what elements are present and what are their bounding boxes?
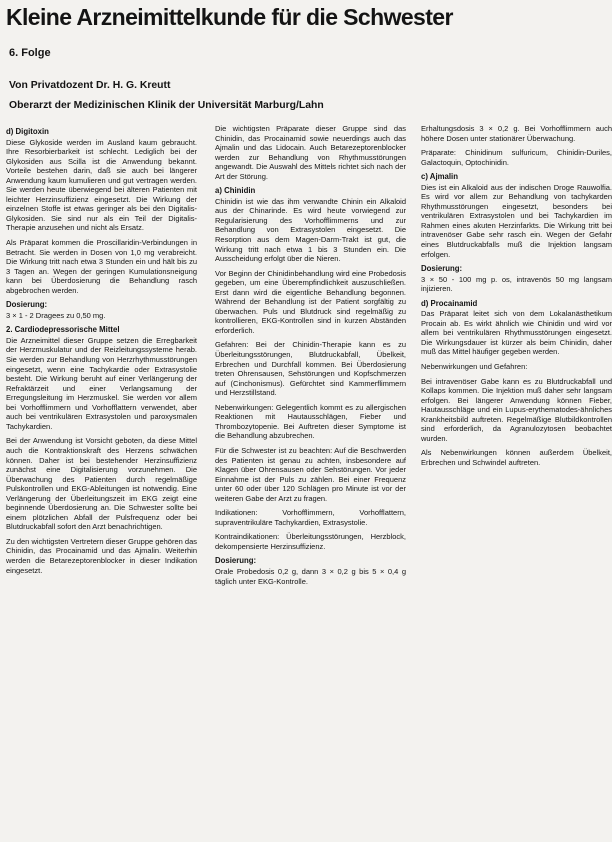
paragraph: Präparate: Chinidinum sulfuricum, Chinidin-Duriles, Galactoquin, Optochinidin. [421, 148, 612, 167]
paragraph: Zu den wichtigsten Vertretern dieser Gruppe gehören das Chinidin, das Procainamid und das Ajmalin. Weiterhin werden die Betarezeptorenblocker in dieser Indikation eingesetzt. [6, 536, 197, 575]
paragraph: Chinidin ist wie das ihm verwandte Chinin ein Alkaloid aus der Chinarinde. Es wird heute vorwiegend zur Regularisierung des Vorhofflimmerns und zur Behandlung von Extrasystolen eingesetzt. Die Resorption aus dem Magen-Darm-Trakt ist gut, die Wirkung tritt nach etwa 1 bis 3 Stunden ein. Die Ausscheidung erfolgt über die Nieren. [215, 196, 406, 264]
text-column-3 [421, 124, 612, 473]
section-heading: d) Procainamid [421, 298, 478, 308]
author-affiliation: Oberarzt der Medizinischen Klinik der Universität Marburg/Lahn [9, 100, 324, 111]
section-heading: c) Ajmalin [421, 172, 458, 182]
paragraph: Gefahren: Bei der Chinidin-Therapie kann es zu Überleitungsstörungen, Blutdruckabfall, Übelkeit, Erbrechen und Durchfall kommen. Bei Überdosierung treten Ohrensausen, Sehstörungen und Kopfschmerzen auf (Cinchonismus). Gefürchtet sind Kammerflimmern und Herzstillstand. [215, 340, 406, 398]
paragraph: Vor Beginn der Chinidinbehandlung wird eine Probedosis gegeben, um eine Überempfindlichkeit auszuschließen. Erst dann wird die eigentliche Behandlung begonnen. Während der Behandlung ist der Patient sorgfältig zu überwachen. Puls und Blutdruck sind regelmäßig zu kontrollieren, EKG-Kontrollen sind in kurzen Abständen erforderlich. [215, 268, 406, 335]
paragraph: Orale Probedosis 0,2 g, dann 3 × 0,2 g bis 5 × 0,4 g täglich unter EKG-Kontrolle. [215, 566, 406, 586]
paragraph: Die wichtigsten Präparate dieser Gruppe sind das Chinidin, das Procainamid sowie neuerdings auch das Ajmalin und das Lidocain. Auch Betarezeptorenblocker werden zur Behandlung von Rhythmusstörungen angewandt. Die Auswahl des Mittels richtet sich nach der Art der Störung. [215, 124, 406, 181]
paragraph: Die Arzneimittel dieser Gruppe setzen die Erregbarkeit der Herzmuskulatur und der Reizleitungssysteme herab. Sie werden zur Behandlung von Herzrhythmusstörungen eingesetzt, wenn eine Tachykardie oder Extrasystolie besteht. Die Wirkung beruht auf einer Verlängerung der Refraktärzeit und einer Verlangsamung der Erregungsleitung im Herzmuskel. Sie werden vor allem bei Vorhofflimmern und Vorhofflattern verwendet, aber auch bei ventrikulären Extrasystolen und paroxysmalen Tachykardien. [6, 335, 197, 431]
author-line: Von Privatdozent Dr. H. G. Kreutt [9, 80, 171, 91]
section-heading: a) Chinidin [215, 186, 256, 196]
paragraph: Kontraindikationen: Überleitungsstörungen, Herzblock, dekompensierte Herzinsuffizienz. [215, 532, 406, 551]
text-column-2 [215, 124, 406, 591]
paragraph: 3 × 50 - 100 mg p. os, intravenös 50 mg langsam injizieren. [421, 274, 612, 294]
article-title: Kleine Arzneimittelkunde für die Schwester [6, 4, 453, 30]
paragraph: Als Präparat kommen die Proscillaridin-Verbindungen in Betracht. Sie werden in Dosen von 1,0 mg verabreicht. Die Wirkung tritt nach etwa 3 Stunden ein und hält bis zu 3 Tagen an. Wegen der geringen Kumulationsneigung kann bei Überdosierung die Behandlung rasch abgebrochen werden. [6, 238, 197, 295]
paragraph: Bei intravenöser Gabe kann es zu Blutdruckabfall und Kollaps kommen. Die Injektion muß daher sehr langsam erfolgen. Bei längerer Anwendung können Fieber, Hautausschläge und ein Lupus-erythematodes-ähnliches Krankheitsbild auftreten. Regelmäßige Blutbildkontrollen sind erforderlich, da Agranulozytosen beobachtet wurden. [421, 376, 612, 443]
paragraph: Indikationen: Vorhofflimmern, Vorhofflattern, supraventrikuläre Tachykardien, Extrasystolie. [215, 508, 406, 527]
section-heading: Dosierung: [6, 300, 48, 310]
paragraph: Nebenwirkungen: Gelegentlich kommt es zu allergischen Reaktionen mit Hautausschlägen, Fieber und Thrombozytopenie. Bei Auftreten dieser Symptome ist die Behandlung abzubrechen. [215, 402, 406, 441]
text-column-1 [6, 124, 197, 580]
paragraph: Für die Schwester ist zu beachten: Auf die Beschwerden des Patienten ist genau zu achten, insbesondere auf Klagen über Ohrensausen oder Sehstörungen. Vor jeder Einnahme ist der Puls zu zählen. Bei einer Frequenz unter 60 oder über 120 Schlägen pro Minute ist vor der weiteren Gabe der Arzt zu fragen. [215, 445, 406, 503]
paragraph: Diese Glykoside werden im Ausland kaum gebraucht. Ihre Resorbierbarkeit ist schlecht. Lediglich bei der Glykosiden aus Scilla ist die Anwendung bekannt. Vorteile bestehen darin, daß sie auch bei längerer Anwendung kaum kumulieren und gut vertragen werden. Sie werden heute überwiegend bei älteren Patienten mit leichter Herzinsuffizienz eingesetzt. Die Wirkung der einzelnen Stoffe ist etwas geringer als bei den Digitalis-Glykosiden. Sie sind nur als ein Teil der Digitalis-Therapie anzusehen und nicht als Ersatz. [6, 137, 197, 233]
paragraph: Bei der Anwendung ist Vorsicht geboten, da diese Mittel auch die Kontraktionskraft des Herzens schwächen können. Daher ist bei bestehender Herzinsuffizienz zunächst eine Digitalisierung vorzunehmen. Die Überwachung des Patienten durch regelmäßige Pulskontrollen und EKG-Ableitungen ist notwendig. Eine Verlängerung der Überleitungszeit im EKG zeigt eine beginnende Überdosierung an. Die Schwester sollte bei einem plötzlichen Abfall der Pulsfrequenz oder bei Blutdruckabfall sofort den Arzt benachrichtigen. [6, 436, 197, 532]
section-heading: 2. Cardiodepressorische Mittel [6, 325, 120, 335]
paragraph: Das Präparat leitet sich von dem Lokalanästhetikum Procain ab. Es wirkt ähnlich wie Chinidin und wird vor allem bei ventrikulären Rhythmusstörungen eingesetzt. Die Wirkungsdauer ist kürzer als beim Chinidin, daher muß das Mittel häufiger gegeben werden. [421, 309, 612, 357]
series-number: 6. Folge [9, 47, 51, 59]
section-heading: Dosierung: [421, 264, 463, 274]
paragraph: Dies ist ein Alkaloid aus der indischen Droge Rauwolfia. Es wird vor allem zur Behandlung von tachykarden Rhythmusstörungen eingesetzt, besonders bei ventrikulären Extrasystolen und bei Tachykardien im Rahmen eines akuten Herzinfarkts. Die Wirkung tritt bei intravenöser Gabe sehr rasch ein. Wegen der Gefahr eines Blutdruckabfalls muß die Injektion langsam erfolgen. [421, 182, 612, 259]
paragraph: Als Nebenwirkungen können außerdem Übelkeit, Erbrechen und Schwindel auftreten. [421, 448, 612, 467]
section-heading: d) Digitoxin [6, 127, 49, 136]
paragraph: 3 × 1 - 2 Dragees zu 0,50 mg. [6, 310, 106, 320]
paragraph: Erhaltungsdosis 3 × 0,2 g. Bei Vorhofflimmern auch höhere Dosen unter stationärer Überwachung. [421, 124, 612, 143]
paragraph: Nebenwirkungen und Gefahren: [421, 362, 528, 372]
section-heading: Dosierung: [215, 556, 257, 566]
